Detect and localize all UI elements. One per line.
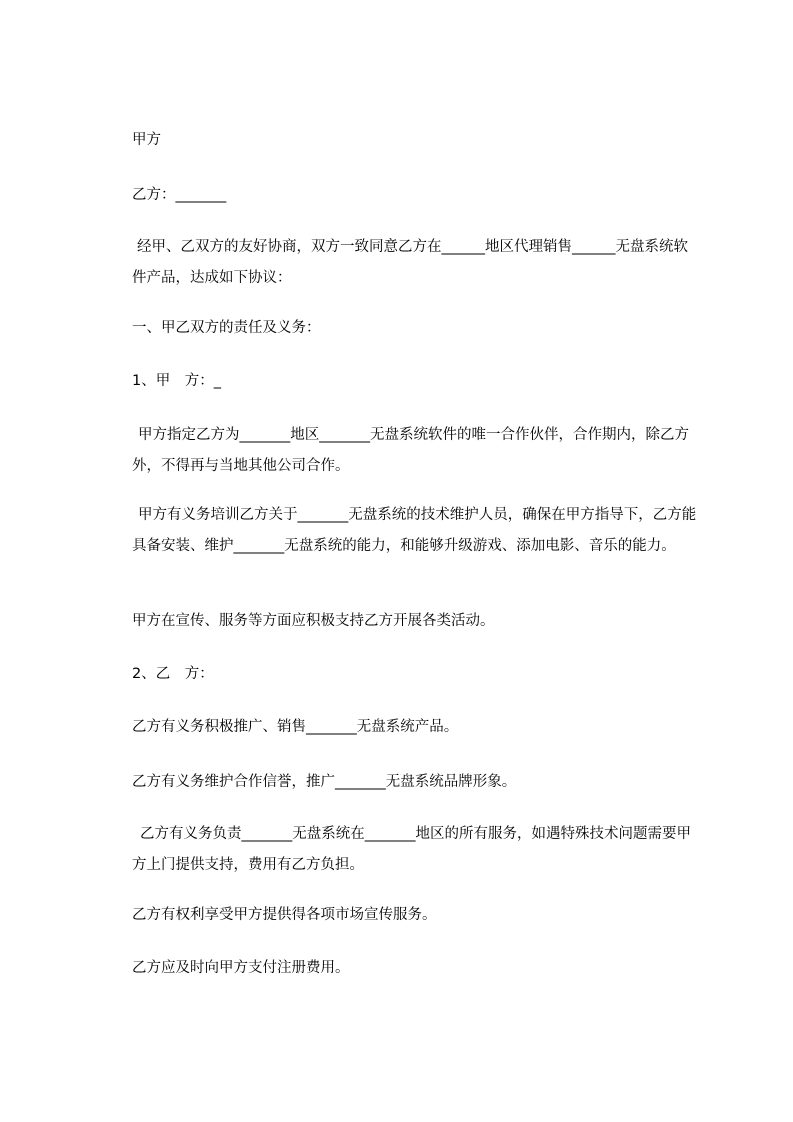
party-b-clause-1: 乙方有义务积极推广、销售_______无盘系统产品。 [132,719,459,735]
party-a-heading: 甲方 [132,132,161,148]
party-b-heading: 乙方：_______ [132,187,227,203]
party-b-clause-3: 乙方有义务负责_______无盘系统在_______地区的所有服务，如遇特殊技术问题需要甲方上门提供支持，费用有乙方负担。 [132,826,691,873]
party-b-clause-5: 乙方应及时向甲方支付注册费用。 [132,960,350,976]
section-one-heading: 一、甲乙双方的责任及义务： [132,320,321,336]
party-b-clause-2: 乙方有义务维护合作信誉，推广_______无盘系统品牌形象。 [132,774,517,790]
party-a-subheading: 1、甲 方：_ [132,373,221,389]
party-a-clause-2: 甲方有义务培训乙方关于_______无盘系统的技术维护人员，确保在甲方指导下，乙方能具备安装、维护_______无盘系统的能力，和能够升级游戏、添加电影、音乐的能力。 [132,507,697,554]
party-a-clause-3: 甲方在宣传、服务等方面应积极支持乙方开展各类活动。 [132,613,495,629]
party-a-clause-1: 甲方指定乙方为_______地区_______无盘系统软件的唯一合作伙伴，合作期内，除乙方外，不得再与当地其他公司合作。 [132,427,689,474]
party-b-subheading: 2、乙 方： [132,666,214,682]
party-b-clause-4: 乙方有权利享受甲方提供得各项市场宣传服务。 [132,907,437,923]
intro-paragraph: 经甲、乙双方的友好协商，双方一致同意乙方在______地区代理销售______无盘系统软件产品，达成如下协议： [132,239,688,286]
